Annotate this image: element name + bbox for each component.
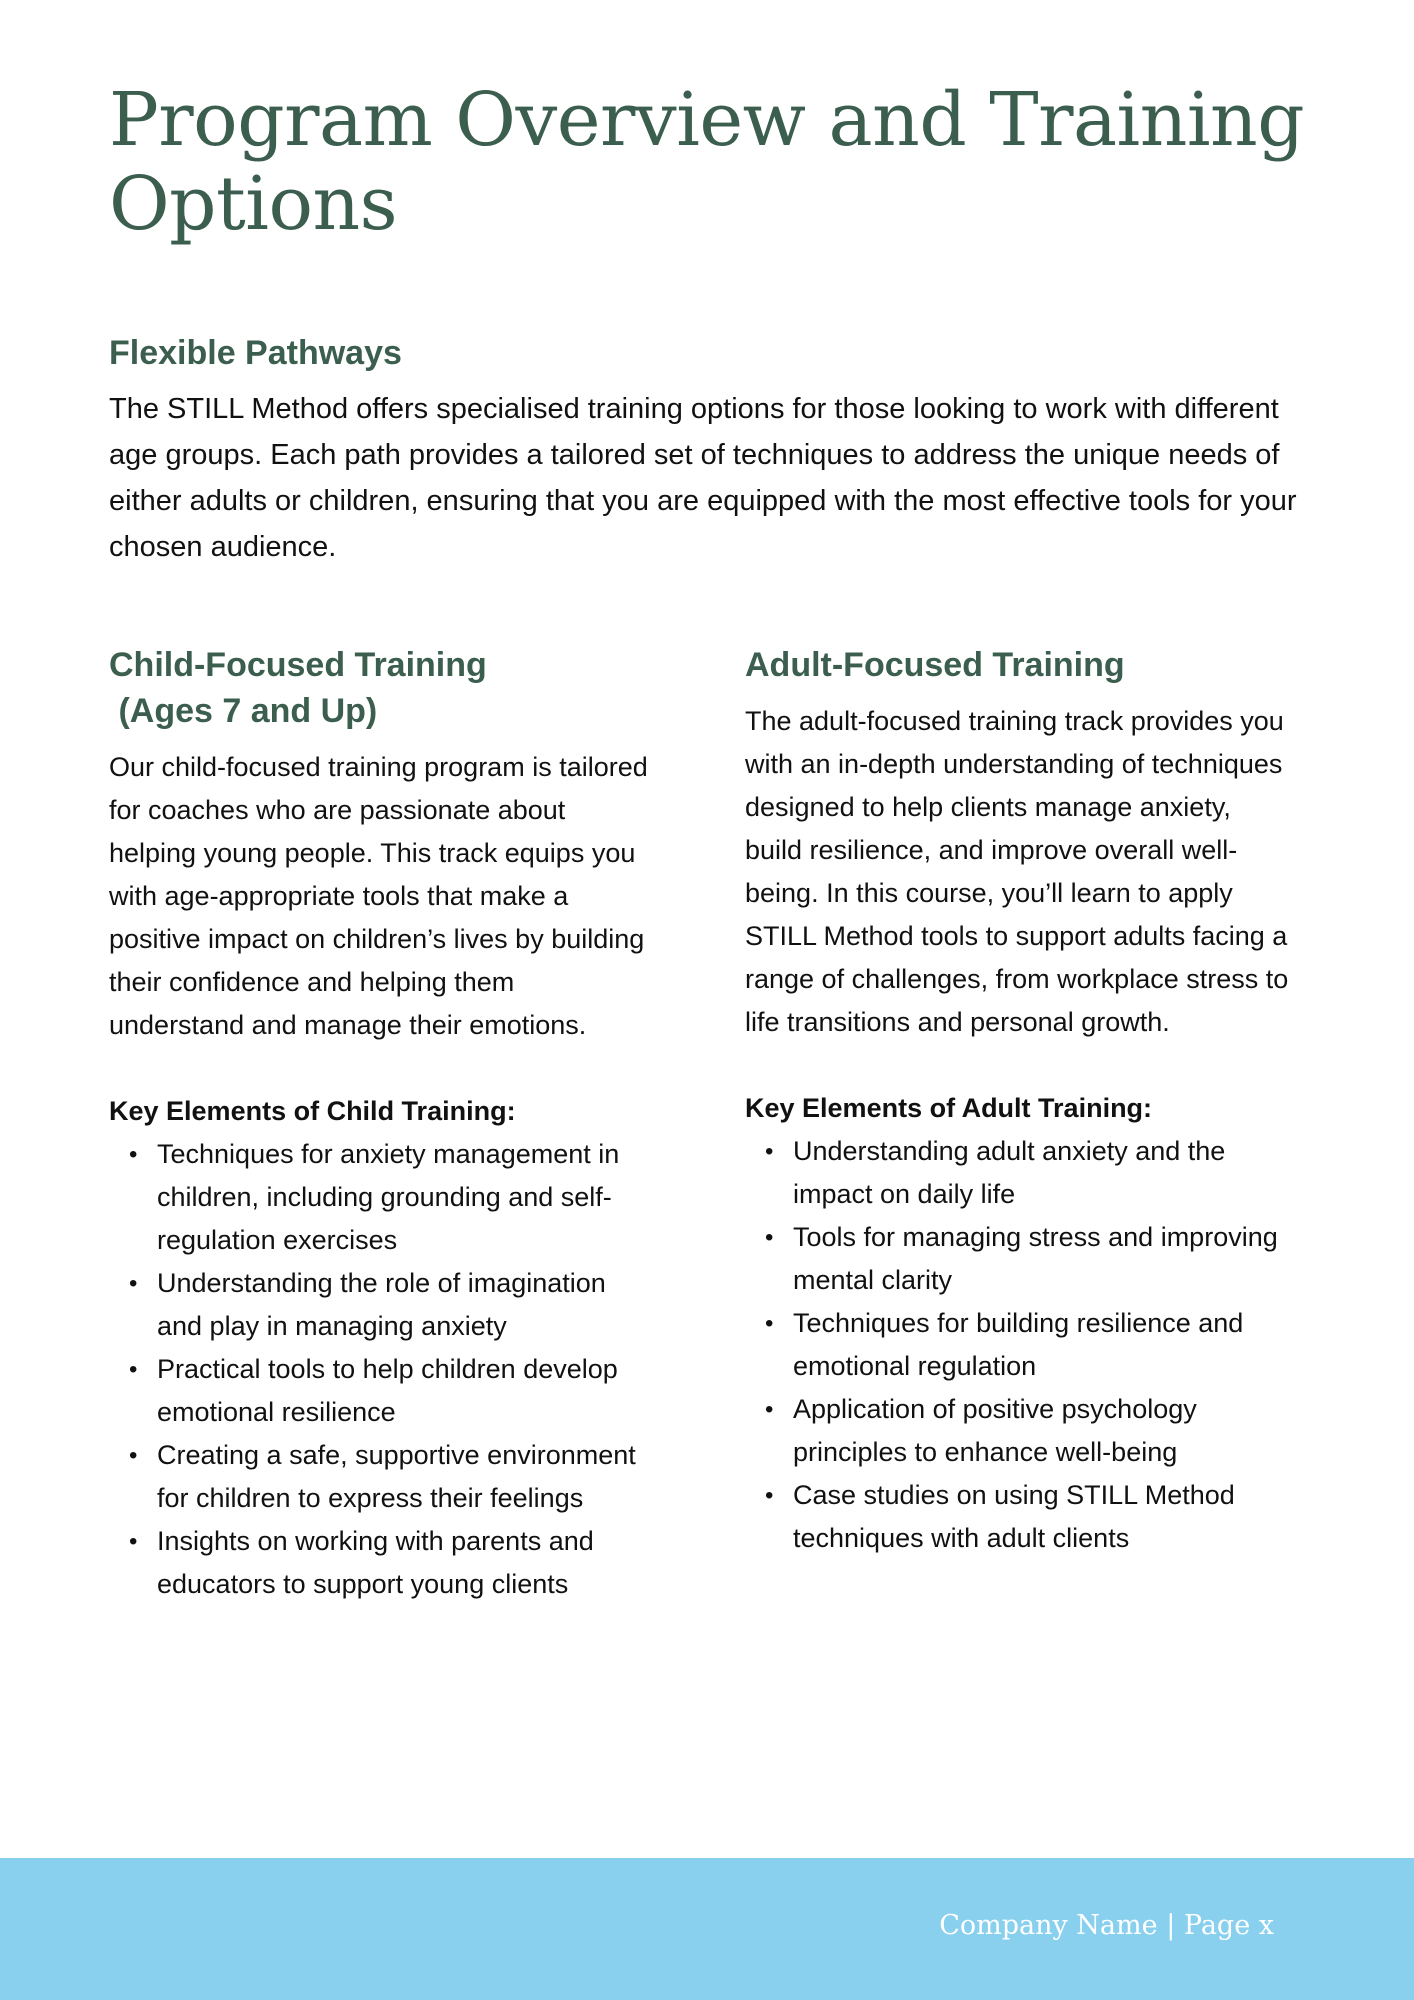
- list-item: [109, 1348, 654, 1434]
- intro-paragraph: The STILL Method offers specialised training options for those looking to work with different age groups. Each path provides a tailored set of techniques to address the unique needs of either adults or children, ensuring that you are equipped with the most effective tools for your chosen audience.: [109, 393, 1297, 563]
- list-item-text: Practical tools to help children develop emotional resilience: [157, 1354, 618, 1427]
- child-key-elements-list: [109, 1133, 654, 1606]
- footer-band: [0, 1858, 1414, 2000]
- list-item: [745, 1388, 1290, 1474]
- list-item: [745, 1302, 1290, 1388]
- bullet-icon: •: [765, 1310, 774, 1337]
- list-item-text: Tools for managing stress and improving mental clarity: [793, 1222, 1278, 1295]
- bullet-icon: •: [129, 1270, 138, 1297]
- flexible-pathways-heading: Flexible Pathways: [109, 334, 402, 372]
- child-training-column: [109, 642, 654, 1606]
- adult-key-elements-list: [745, 1130, 1290, 1560]
- intro-section: [109, 330, 1309, 570]
- list-item-text: Techniques for building resilience and emotional regulation: [793, 1308, 1244, 1381]
- list-item: [109, 1262, 654, 1348]
- bullet-icon: •: [765, 1138, 774, 1165]
- child-key-elements-heading: Key Elements of Child Training:: [109, 1096, 516, 1126]
- child-heading-line-2: (Ages 7 and Up): [109, 692, 378, 730]
- list-item-text: Techniques for anxiety management in children, including grounding and self-regulation exercises: [157, 1139, 620, 1255]
- page-title: Program Overview and Training Options: [109, 77, 1305, 247]
- adult-key-elements-heading: Key Elements of Adult Training:: [745, 1093, 1153, 1123]
- bullet-icon: •: [129, 1528, 138, 1555]
- list-item-text: Creating a safe, supportive environment for children to express their feelings: [157, 1440, 636, 1513]
- child-training-heading: [109, 642, 654, 734]
- bullet-icon: •: [129, 1141, 138, 1168]
- list-item: [745, 1474, 1290, 1560]
- list-item: [745, 1216, 1290, 1302]
- bullet-icon: •: [765, 1396, 774, 1423]
- list-item-text: Application of positive psychology principles to enhance well-being: [793, 1394, 1197, 1467]
- adult-training-column: [745, 642, 1290, 1560]
- bullet-icon: •: [129, 1356, 138, 1383]
- list-item-text: Case studies on using STILL Method techniques with adult clients: [793, 1480, 1235, 1553]
- child-training-paragraph: Our child-focused training program is tailored for coaches who are passionate about helping young people. This track equips you with age-appropriate tools that make a positive impact on children’s lives by building their confidence and helping them understand and manage their emotions.: [109, 752, 648, 1040]
- child-heading-line-1: Child-Focused Training: [109, 646, 487, 684]
- bullet-icon: •: [765, 1224, 774, 1251]
- bullet-icon: •: [129, 1442, 138, 1469]
- list-item-text: Understanding the role of imagination and play in managing anxiety: [157, 1268, 606, 1341]
- list-item: [745, 1130, 1290, 1216]
- list-item: [109, 1434, 654, 1520]
- list-item: [109, 1520, 654, 1606]
- adult-training-paragraph: The adult-focused training track provides you with an in-depth understanding of techniques designed to help clients manage anxiety, build resilience, and improve overall well-being. In this course, you’ll learn to apply STILL Method tools to support adults facing a range of challenges, from workplace stress to life transitions and personal growth.: [745, 706, 1289, 1037]
- footer-page-label: Company Name | Page x: [939, 1910, 1274, 1941]
- adult-training-heading: Adult-Focused Training: [745, 646, 1125, 684]
- list-item-text: Understanding adult anxiety and the impact on daily life: [793, 1136, 1226, 1209]
- list-item: [109, 1133, 654, 1262]
- bullet-icon: •: [765, 1482, 774, 1509]
- list-item-text: Insights on working with parents and educators to support young clients: [157, 1526, 594, 1599]
